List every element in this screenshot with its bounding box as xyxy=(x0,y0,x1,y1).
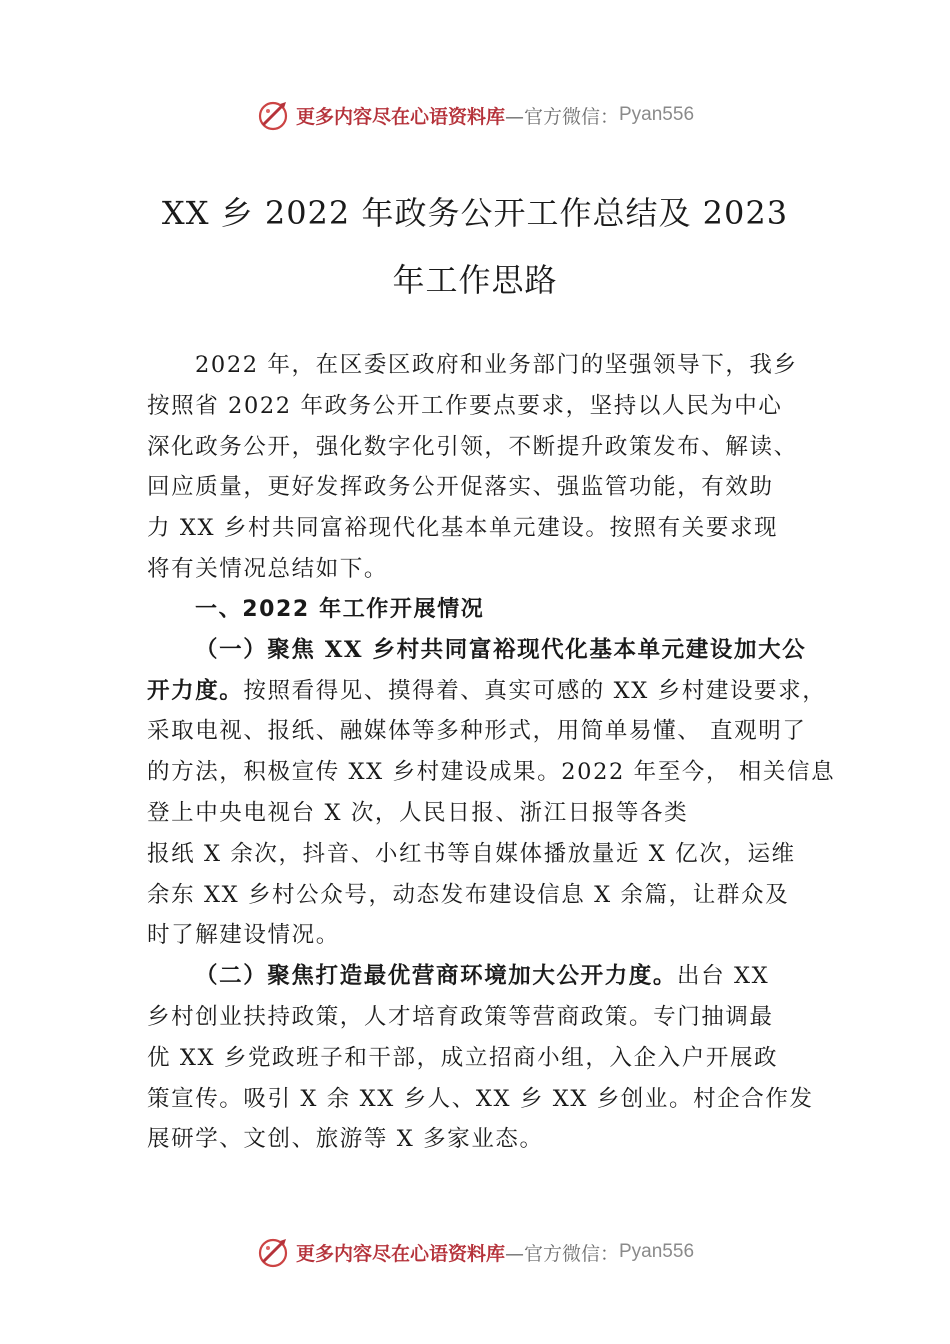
item2-line: 策宣传。吸引 X 余 XX 乡人、XX 乡 XX 乡创业。村企合作发 xyxy=(147,1085,814,1112)
item1-heading: （一）聚焦 XX 乡村共同富裕现代化基本单元建设加大公 xyxy=(195,636,807,663)
item2-line: 优 XX 乡党政班子和干部，成立招商小组，入企入户开展政 xyxy=(147,1044,779,1071)
document-body xyxy=(147,345,836,1160)
brush-logo-icon xyxy=(256,97,292,133)
document-title-line-1: XX 乡 2022 年政务公开工作总结及 2023 xyxy=(161,194,789,232)
watermark-id-text: Pyan556 xyxy=(619,1241,695,1262)
item2-lead xyxy=(147,956,827,997)
intro-line: 回应质量，更好发挥政务公开促落实、强监管功能，有效助 xyxy=(147,474,774,501)
document-title-line-2: 年工作思路 xyxy=(392,261,558,299)
item1-line: 登上中央电视台 X 次，人民日报、浙江日报等各类 xyxy=(147,799,689,826)
item1-line: 余东 XX 乡村公众号，动态发布建设信息 X 余篇，让群众及 xyxy=(147,881,790,908)
intro-line: 力 XX 乡村共同富裕现代化基本单元建设。按照有关要求现 xyxy=(147,515,779,542)
item1-line: 采取电视、报纸、融媒体等多种形式，用简单易懂、 直观明了 xyxy=(147,718,807,745)
watermark-gray-text: —官方微信： xyxy=(504,105,619,128)
watermark-gray-text: —官方微信： xyxy=(504,1242,619,1265)
watermark-red-text: 更多内容尽在心语资料库 xyxy=(295,1242,505,1265)
intro-line: 2022 年，在区委区政府和业务部门的坚强领导下，我乡 xyxy=(195,352,798,378)
item1-lead xyxy=(147,630,827,671)
watermark-header xyxy=(0,95,950,135)
item1-line: 报纸 X 余次，抖音、小红书等自媒体播放量近 X 亿次，运维 xyxy=(147,840,796,867)
item1-line: 时了解建设情况。 xyxy=(147,922,340,949)
item2-text: 出台 XX xyxy=(677,963,770,990)
watermark-id-text: Pyan556 xyxy=(619,104,695,125)
item1-line xyxy=(147,671,827,712)
watermark-footer xyxy=(0,1232,950,1272)
watermark-red-text: 更多内容尽在心语资料库 xyxy=(295,105,505,128)
item2-line: 乡村创业扶持政策，人才培育政策等营商政策。专门抽调最 xyxy=(147,1003,774,1030)
item2-heading: （二）聚焦打造最优营商环境加大公开力度。 xyxy=(195,963,678,990)
section-heading: 一、2022 年工作开展情况 xyxy=(195,596,485,622)
brush-logo-icon xyxy=(256,1234,292,1270)
item1-line: 的方法，积极宣传 XX 乡村建设成果。2022 年至今， 相关信息 xyxy=(147,759,836,786)
intro-line: 按照省 2022 年政务公开工作要点要求，坚持以人民为中心 xyxy=(147,392,783,419)
intro-line: 将有关情况总结如下。 xyxy=(147,555,389,582)
item1-text: 按照看得见、摸得着、真实可感的 XX 乡村建设要求， xyxy=(243,677,827,704)
item2-line: 展研学、文创、旅游等 X 多家业态。 xyxy=(147,1126,544,1153)
intro-line: 深化政务公开，强化数字化引领，不断提升政策发布、解读、 xyxy=(147,433,798,460)
item1-heading-tail: 开力度。 xyxy=(147,677,244,704)
